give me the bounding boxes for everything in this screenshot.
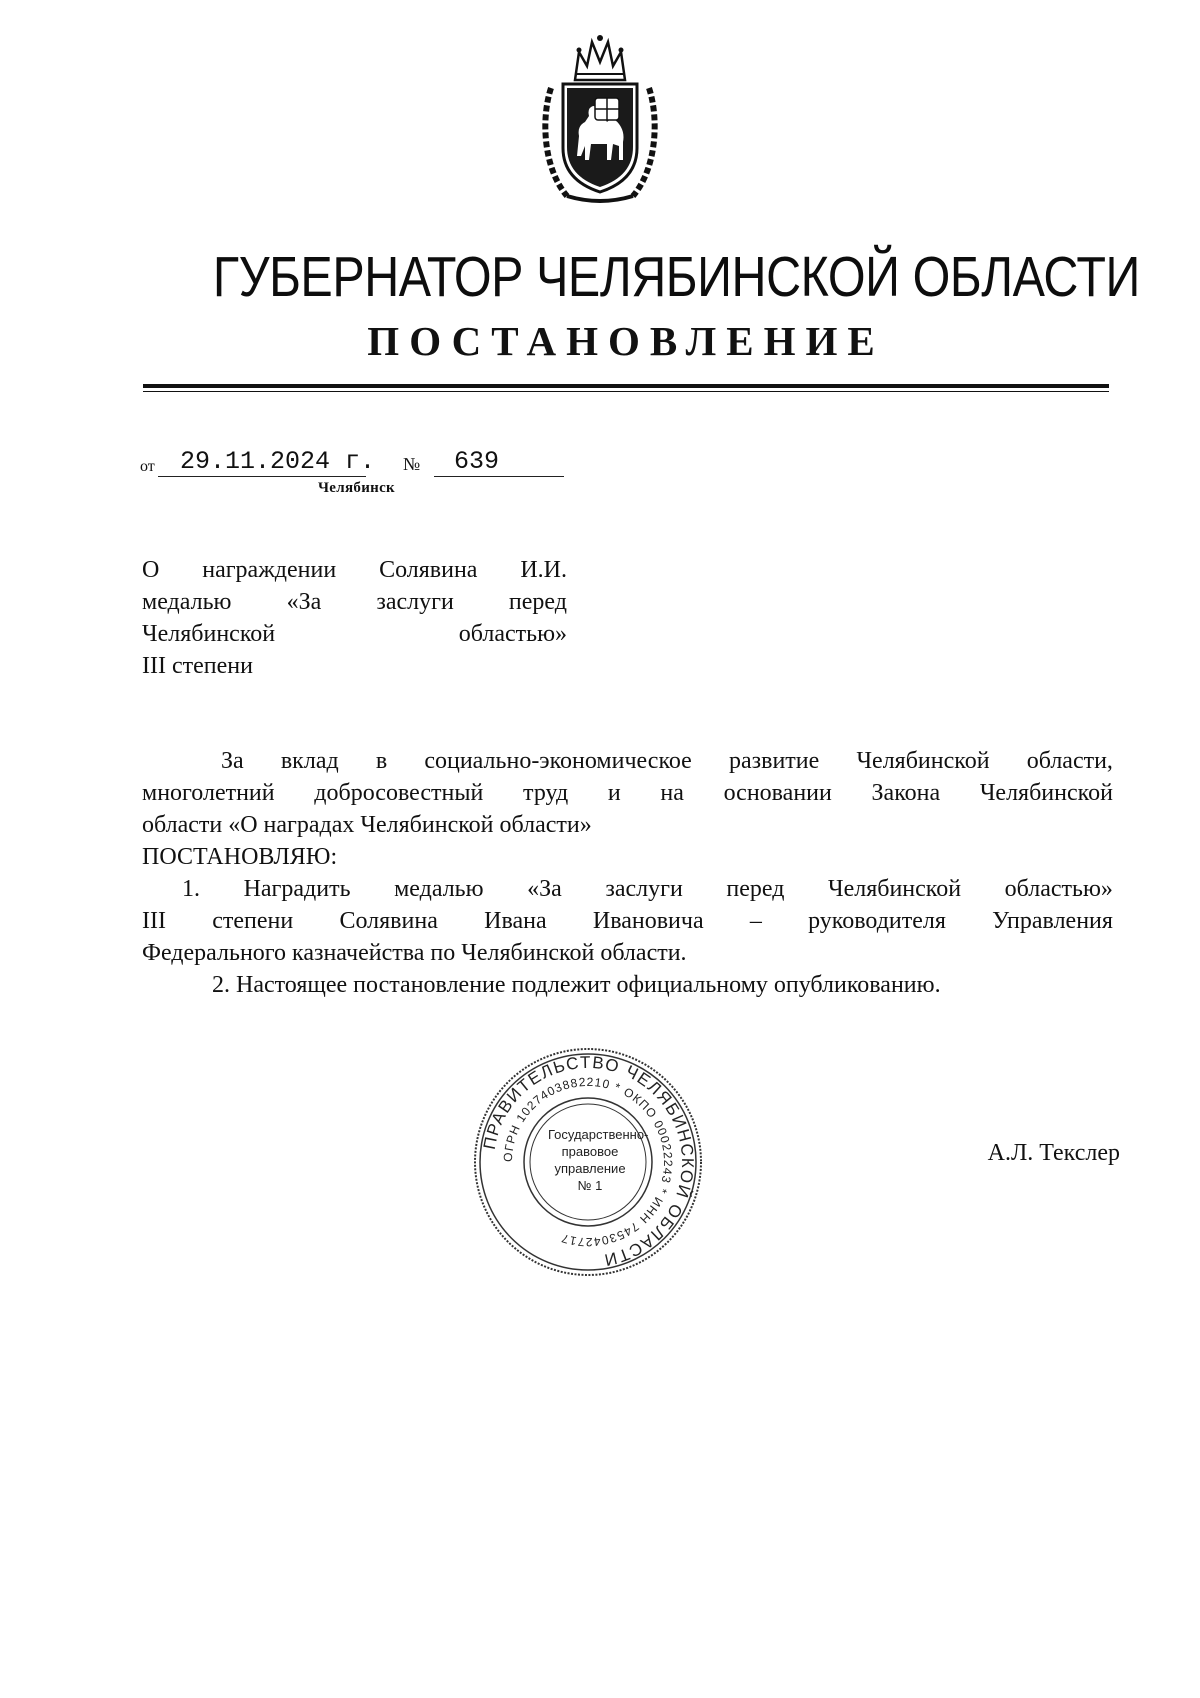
decree-word: ПОСТАНОВЛЯЮ: [142, 844, 338, 870]
document-body [142, 745, 1113, 1001]
preamble-line: многолетний добросовестный труд и на основании Закона Челябинской [142, 780, 1113, 806]
seal-center-text: Государственно- правовое управление № 1 [548, 1127, 649, 1193]
subject-line: III степени [142, 653, 253, 679]
document-subject [142, 554, 567, 682]
signatory-name: А.Л. Текслер [987, 1140, 1120, 1166]
coat-of-arms-icon [537, 28, 663, 206]
issue-city: Челябинск [318, 480, 395, 496]
seal-inner-ring-text: ОГРН 1027403882210 * ОКПО 00022243 * ИНН 7453042717 [500, 1074, 676, 1250]
registration-line [140, 448, 660, 478]
number-prefix: № [403, 454, 421, 474]
document-type: ПОСТАНОВЛЕНИЕ [367, 318, 885, 364]
document-date: 29.11.2024 г. [180, 447, 376, 476]
resolution-item-2: 2. Настоящее постановление подлежит официальному опубликованию. [212, 972, 941, 998]
header-divider [143, 384, 1109, 388]
header-divider-thin [143, 391, 1109, 392]
resolution-item-1-cont: III степени Солявина Ивана Ивановича – руководителя Управления [142, 908, 1113, 934]
date-prefix: от [140, 458, 155, 475]
resolution-item-1: 1. Наградить медалью «За заслуги перед Челябинской областью» [182, 876, 1113, 902]
subject-line: Челябинской областью» [142, 621, 567, 647]
document-number: 639 [454, 447, 500, 476]
preamble-line: области «О наградах Челябинской области» [142, 812, 592, 838]
number-underline [434, 476, 564, 477]
subject-line: О награждении Солявина И.И. [142, 557, 567, 583]
seal-outer-text: ПРАВИТЕЛЬСТВО ЧЕЛЯБИНСКОЙ ОБЛАСТИ [479, 1052, 698, 1270]
date-underline [158, 476, 366, 477]
preamble-line: За вклад в социально-экономическое развитие Челябинской области, [221, 748, 1113, 774]
subject-line: медалью «За заслуги перед [142, 589, 567, 615]
issuer-title: ГУБЕРНАТОР ЧЕЛЯБИНСКОЙ ОБЛАСТИ [212, 245, 1140, 309]
resolution-item-1-end: Федерального казначейства по Челябинской области. [142, 940, 687, 966]
